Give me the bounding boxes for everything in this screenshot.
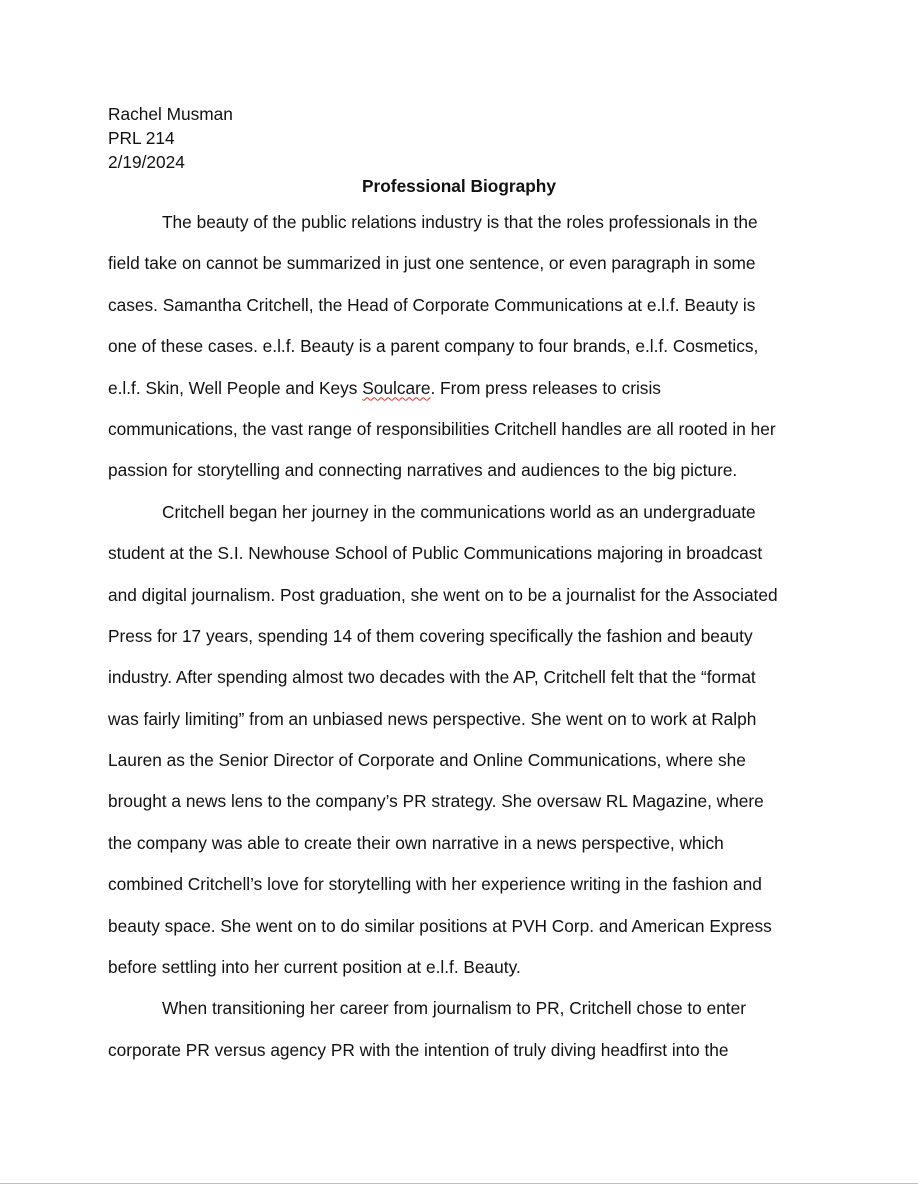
text-line: was fairly limiting” from an unbiased news perspective. She went on to work at Ralph (108, 708, 757, 729)
text-segment: . From press releases to crisis (430, 377, 661, 398)
document-date: 2/19/2024 (108, 152, 185, 172)
text-line: one of these cases. e.l.f. Beauty is a parent company to four brands, e.l.f. Cosmetics, (108, 336, 759, 357)
document-body (108, 202, 808, 1071)
text-line: Press for 17 years, spending 14 of them covering specifically the fashion and beauty (108, 625, 753, 646)
text-line: cases. Samantha Critchell, the Head of Corporate Communications at e.l.f. Beauty is (108, 294, 756, 315)
misspelled-word[interactable]: Soulcare (362, 377, 431, 398)
paragraph (108, 202, 808, 492)
text-line: communications, the vast range of responsibilities Critchell handles are all rooted in her (108, 418, 776, 439)
text-line: student at the S.I. Newhouse School of Public Communications majoring in broadcast (108, 543, 763, 564)
text-line: and digital journalism. Post graduation, she went on to be a journalist for the Associated (108, 584, 778, 605)
text-line: combined Critchell’s love for storytelling with her experience writing in the fashion and (108, 874, 762, 895)
text-segment: e.l.f. Skin, Well People and Keys (108, 377, 363, 398)
page-gap (0, 1184, 918, 1190)
text-line: When transitioning her career from journalism to PR, Critchell chose to enter (162, 998, 746, 1019)
text-line: The beauty of the public relations industry is that the roles professionals in the (162, 212, 758, 232)
text-line: before settling into her current position at e.l.f. Beauty. (108, 957, 521, 978)
text-line: brought a news lens to the company’s PR strategy. She oversaw RL Magazine, where (108, 791, 764, 812)
document-title: Professional Biography (362, 176, 556, 196)
text-line (108, 368, 808, 409)
document-content (108, 102, 808, 1071)
course-code: PRL 214 (108, 128, 175, 148)
text-line: the company was able to create their own narrative in a news perspective, which (108, 832, 724, 853)
text-line: beauty space. She went on to do similar positions at PVH Corp. and American Express (108, 915, 772, 936)
text-line: Lauren as the Senior Director of Corporate and Online Communications, where she (108, 750, 746, 771)
text-line: passion for storytelling and connecting narratives and audiences to the big picture. (108, 460, 738, 481)
text-line: Critchell began her journey in the communications world as an undergraduate (162, 501, 756, 522)
paragraph (108, 492, 808, 989)
text-line: field take on cannot be summarized in just one sentence, or even paragraph in some (108, 253, 756, 274)
paragraph (108, 988, 808, 1071)
text-line: corporate PR versus agency PR with the intention of truly diving headfirst into the (108, 1039, 729, 1060)
text-line: industry. After spending almost two decades with the AP, Critchell felt that the “format (108, 667, 756, 688)
author-name: Rachel Musman (108, 104, 233, 124)
